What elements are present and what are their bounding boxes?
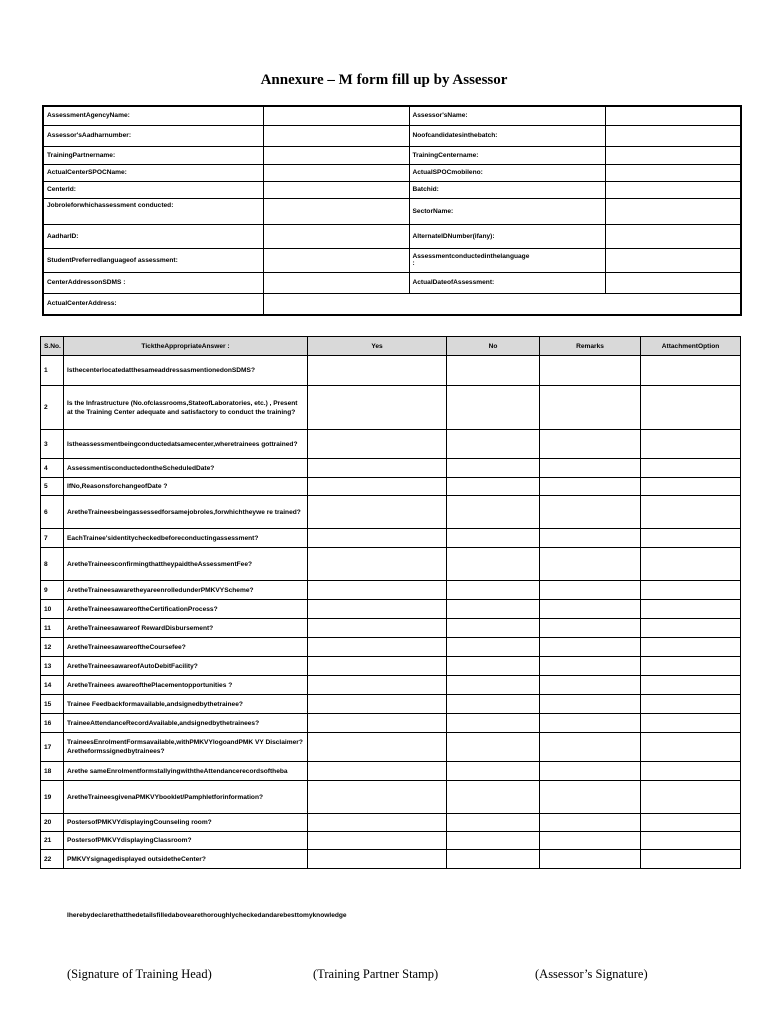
attachment-cell[interactable] xyxy=(641,695,741,714)
row-number: 4 xyxy=(41,459,64,478)
yes-cell[interactable] xyxy=(308,657,447,676)
info-label: Assessor'sAadharnumber: xyxy=(43,125,263,146)
attachment-cell[interactable] xyxy=(641,356,741,386)
remarks-cell[interactable] xyxy=(540,781,641,814)
attachment-cell[interactable] xyxy=(641,714,741,733)
no-cell[interactable] xyxy=(447,619,540,638)
remarks-cell[interactable] xyxy=(540,529,641,548)
row-question: Trainee Feedbackformavailable,andsignedbythetrainee? xyxy=(64,695,308,714)
no-cell[interactable] xyxy=(447,714,540,733)
checklist-row xyxy=(41,638,741,657)
attachment-cell[interactable] xyxy=(641,781,741,814)
row-number: 22 xyxy=(41,850,64,869)
info-value-field[interactable] xyxy=(605,248,741,272)
attachment-cell[interactable] xyxy=(641,676,741,695)
row-number: 5 xyxy=(41,478,64,496)
attachment-cell[interactable] xyxy=(641,619,741,638)
row-question: TraineesEnrolmentFormsavailable,withPMKVYlogoandPMK VY Disclaimer? Aretheformssignedbytrainees? xyxy=(64,733,308,762)
info-value-field[interactable] xyxy=(263,272,409,293)
row-question: AretheTraineesawareoftheCoursefee? xyxy=(64,638,308,657)
no-cell[interactable] xyxy=(447,733,540,762)
remarks-cell[interactable] xyxy=(540,814,641,832)
checklist-row xyxy=(41,657,741,676)
info-row xyxy=(43,198,741,224)
info-label: Jobroleforwhichassessment conducted: xyxy=(43,198,263,224)
info-label: StudentPreferredlanguageof assessment: xyxy=(43,248,263,272)
checklist-table xyxy=(40,336,741,869)
info-row xyxy=(43,181,741,198)
checklist-row xyxy=(41,529,741,548)
row-number: 3 xyxy=(41,430,64,459)
training-head-signature: (Signature of Training Head) xyxy=(67,967,212,981)
header-question: TicktheAppropriateAnswer : xyxy=(64,337,308,356)
info-row xyxy=(43,106,741,125)
attachment-cell[interactable] xyxy=(641,581,741,600)
no-cell[interactable] xyxy=(447,529,540,548)
info-value-field[interactable] xyxy=(605,198,741,224)
remarks-cell[interactable] xyxy=(540,638,641,657)
checklist-row xyxy=(41,581,741,600)
row-number: 16 xyxy=(41,714,64,733)
info-label: Batchid: xyxy=(409,181,605,198)
remarks-cell[interactable] xyxy=(540,478,641,496)
checklist-row xyxy=(41,600,741,619)
row-question: AretheTraineesawareof RewardDisbursement? xyxy=(64,619,308,638)
info-label: CenterId: xyxy=(43,181,263,198)
no-cell[interactable] xyxy=(447,459,540,478)
checklist-row xyxy=(41,548,741,581)
yes-cell[interactable] xyxy=(308,600,447,619)
checklist-row xyxy=(41,850,741,869)
info-value-field[interactable] xyxy=(605,224,741,248)
info-value-field[interactable] xyxy=(263,164,409,181)
row-question: IsthecenterlocatedatthesameaddressasmentionedonSDMS? xyxy=(64,356,308,386)
row-question: AretheTraineesbeingassessedforsamejobroles,forwhichtheywe re trained? xyxy=(64,496,308,529)
remarks-cell[interactable] xyxy=(540,832,641,850)
row-number: 6 xyxy=(41,496,64,529)
attachment-cell[interactable] xyxy=(641,386,741,430)
info-value-field[interactable] xyxy=(605,125,741,146)
attachment-cell[interactable] xyxy=(641,430,741,459)
info-value-field[interactable] xyxy=(263,224,409,248)
checklist-row xyxy=(41,496,741,529)
info-label: ActualDateofAssessment: xyxy=(409,272,605,293)
remarks-cell[interactable] xyxy=(540,600,641,619)
row-number: 8 xyxy=(41,548,64,581)
no-cell[interactable] xyxy=(447,548,540,581)
remarks-cell[interactable] xyxy=(540,695,641,714)
checklist-row xyxy=(41,781,741,814)
info-label: TrainingPartnername: xyxy=(43,146,263,164)
info-row xyxy=(43,272,741,293)
info-label: ActualSPOCmobileno: xyxy=(409,164,605,181)
info-value-field[interactable] xyxy=(263,181,409,198)
row-number: 2 xyxy=(41,386,64,430)
no-cell[interactable] xyxy=(447,638,540,657)
remarks-cell[interactable] xyxy=(540,657,641,676)
no-cell[interactable] xyxy=(447,762,540,781)
row-question: Istheassessmentbeingconductedatsamecenter,wheretrainees gottrained? xyxy=(64,430,308,459)
row-number: 20 xyxy=(41,814,64,832)
yes-cell[interactable] xyxy=(308,496,447,529)
info-label: CenterAddressonSDMS : xyxy=(43,272,263,293)
row-question: AretheTraineesconfirmingthattheypaidtheAssessmentFee? xyxy=(64,548,308,581)
info-label: Assessor'sName: xyxy=(409,106,605,125)
row-number: 21 xyxy=(41,832,64,850)
row-number: 10 xyxy=(41,600,64,619)
info-value-field[interactable] xyxy=(605,272,741,293)
remarks-cell[interactable] xyxy=(540,430,641,459)
checklist-row xyxy=(41,356,741,386)
info-label: AssessmentAgencyName: xyxy=(43,106,263,125)
info-value-field[interactable] xyxy=(605,164,741,181)
info-label: SectorName: xyxy=(409,198,605,224)
info-label: TrainingCentername: xyxy=(409,146,605,164)
header-remarks: Remarks xyxy=(540,337,641,356)
yes-cell[interactable] xyxy=(308,548,447,581)
remarks-cell[interactable] xyxy=(540,581,641,600)
yes-cell[interactable] xyxy=(308,386,447,430)
row-question: PostersofPMKVYdisplayingCounseling room? xyxy=(64,814,308,832)
remarks-cell[interactable] xyxy=(540,762,641,781)
row-question: AretheTraineesawaretheyareenrolledunderPMKVYScheme? xyxy=(64,581,308,600)
remarks-cell[interactable] xyxy=(540,548,641,581)
row-number: 1 xyxy=(41,356,64,386)
yes-cell[interactable] xyxy=(308,581,447,600)
yes-cell[interactable] xyxy=(308,638,447,657)
row-number: 9 xyxy=(41,581,64,600)
checklist-row xyxy=(41,386,741,430)
info-label: Assessmentconductedinthelanguage : xyxy=(409,248,605,272)
row-question: AretheTraineesawareofAutoDebitFacility? xyxy=(64,657,308,676)
row-question: AretheTraineesgivenaPMKVYbooklet/Pamphletforinformation? xyxy=(64,781,308,814)
yes-cell[interactable] xyxy=(308,832,447,850)
remarks-cell[interactable] xyxy=(540,619,641,638)
row-question: PostersofPMKVYdisplayingClassroom? xyxy=(64,832,308,850)
header-sno: S.No. xyxy=(41,337,64,356)
info-row xyxy=(43,164,741,181)
info-row xyxy=(43,224,741,248)
remarks-cell[interactable] xyxy=(540,386,641,430)
row-number: 7 xyxy=(41,529,64,548)
row-number: 19 xyxy=(41,781,64,814)
remarks-cell[interactable] xyxy=(540,459,641,478)
yes-cell[interactable] xyxy=(308,356,447,386)
checklist-row xyxy=(41,733,741,762)
attachment-cell[interactable] xyxy=(641,459,741,478)
attachment-cell[interactable] xyxy=(641,600,741,619)
header-attachment: AttachmentOption xyxy=(641,337,741,356)
yes-cell[interactable] xyxy=(308,714,447,733)
header-no: No xyxy=(447,337,540,356)
attachment-cell[interactable] xyxy=(641,548,741,581)
attachment-cell[interactable] xyxy=(641,850,741,869)
info-value-field[interactable] xyxy=(605,106,741,125)
no-cell[interactable] xyxy=(447,832,540,850)
no-cell[interactable] xyxy=(447,695,540,714)
yes-cell[interactable] xyxy=(308,430,447,459)
yes-cell[interactable] xyxy=(308,619,447,638)
checklist-row xyxy=(41,714,741,733)
header-yes: Yes xyxy=(308,337,447,356)
attachment-cell[interactable] xyxy=(641,733,741,762)
remarks-cell[interactable] xyxy=(540,496,641,529)
no-cell[interactable] xyxy=(447,430,540,459)
declaration-text: Iherebydeclarethatthedetailsfilledabovearethoroughlycheckedandarebesttomyknowledge xyxy=(67,912,347,919)
attachment-cell[interactable] xyxy=(641,814,741,832)
yes-cell[interactable] xyxy=(308,459,447,478)
row-question: PMKVYsignagedisplayed outsidetheCenter? xyxy=(64,850,308,869)
info-label: ActualCenterAddress: xyxy=(43,293,263,315)
row-question: Arethe sameEnrolmentformstallyingwiththeAttendancerecordsoftheba xyxy=(64,762,308,781)
checklist-row xyxy=(41,762,741,781)
checklist-row xyxy=(41,478,741,496)
attachment-cell[interactable] xyxy=(641,832,741,850)
yes-cell[interactable] xyxy=(308,762,447,781)
info-value-field[interactable] xyxy=(605,146,741,164)
no-cell[interactable] xyxy=(447,386,540,430)
yes-cell[interactable] xyxy=(308,733,447,762)
row-question: AretheTraineesawareoftheCertificationProcess? xyxy=(64,600,308,619)
info-value-field[interactable] xyxy=(263,146,409,164)
yes-cell[interactable] xyxy=(308,478,447,496)
remarks-cell[interactable] xyxy=(540,733,641,762)
attachment-cell[interactable] xyxy=(641,657,741,676)
attachment-cell[interactable] xyxy=(641,762,741,781)
actual-address-field[interactable] xyxy=(263,293,741,315)
assessment-info-table xyxy=(42,105,742,316)
no-cell[interactable] xyxy=(447,814,540,832)
info-value-field[interactable] xyxy=(263,198,409,224)
remarks-cell[interactable] xyxy=(540,356,641,386)
row-question: EachTrainee'sidentitycheckedbeforeconductingassessment? xyxy=(64,529,308,548)
no-cell[interactable] xyxy=(447,478,540,496)
attachment-cell[interactable] xyxy=(641,478,741,496)
remarks-cell[interactable] xyxy=(540,714,641,733)
checklist-row xyxy=(41,676,741,695)
form-title: Annexure – M form fill up by Assessor xyxy=(260,72,508,88)
row-question: Is the Infrastructure (No.ofclassrooms,StateofLaboratories, etc.) , Present at the Training Center adequate and satisfactory to conduct the training? xyxy=(64,386,308,430)
yes-cell[interactable] xyxy=(308,781,447,814)
yes-cell[interactable] xyxy=(308,850,447,869)
row-number: 18 xyxy=(41,762,64,781)
no-cell[interactable] xyxy=(447,496,540,529)
yes-cell[interactable] xyxy=(308,529,447,548)
checklist-row xyxy=(41,832,741,850)
checklist-row xyxy=(41,695,741,714)
attachment-cell[interactable] xyxy=(641,529,741,548)
info-value-field[interactable] xyxy=(263,106,409,125)
remarks-cell[interactable] xyxy=(540,850,641,869)
info-row xyxy=(43,125,741,146)
yes-cell[interactable] xyxy=(308,676,447,695)
checklist-row xyxy=(41,814,741,832)
row-question: AssessmentisconductedontheScheduledDate? xyxy=(64,459,308,478)
row-number: 11 xyxy=(41,619,64,638)
attachment-cell[interactable] xyxy=(641,496,741,529)
no-cell[interactable] xyxy=(447,581,540,600)
no-cell[interactable] xyxy=(447,781,540,814)
yes-cell[interactable] xyxy=(308,695,447,714)
info-value-field[interactable] xyxy=(605,181,741,198)
assessor-signature: (Assessor’s Signature) xyxy=(535,967,648,981)
training-partner-stamp: (Training Partner Stamp) xyxy=(313,967,439,981)
checklist-row xyxy=(41,619,741,638)
info-label: AlternateIDNumber(ifany): xyxy=(409,224,605,248)
checklist-row xyxy=(41,459,741,478)
no-cell[interactable] xyxy=(447,600,540,619)
row-number: 13 xyxy=(41,657,64,676)
info-label: AadharID: xyxy=(43,224,263,248)
row-number: 15 xyxy=(41,695,64,714)
info-label: Noofcandidatesinthebatch: xyxy=(409,125,605,146)
no-cell[interactable] xyxy=(447,850,540,869)
remarks-cell[interactable] xyxy=(540,676,641,695)
info-value-field[interactable] xyxy=(263,248,409,272)
row-question: IfNo,ReasonsforchangeofDate ? xyxy=(64,478,308,496)
info-row-address xyxy=(43,293,741,315)
row-question: AretheTrainees awareofthePlacementopportunities ? xyxy=(64,676,308,695)
checklist-header-row xyxy=(41,337,741,356)
attachment-cell[interactable] xyxy=(641,638,741,657)
row-number: 14 xyxy=(41,676,64,695)
info-row xyxy=(43,146,741,164)
no-cell[interactable] xyxy=(447,657,540,676)
no-cell[interactable] xyxy=(447,356,540,386)
row-number: 12 xyxy=(41,638,64,657)
info-label: ActualCenterSPOCName: xyxy=(43,164,263,181)
row-number: 17 xyxy=(41,733,64,762)
row-question: TraineeAttendanceRecordAvailable,andsignedbythetrainees? xyxy=(64,714,308,733)
info-row xyxy=(43,248,741,272)
info-value-field[interactable] xyxy=(263,125,409,146)
yes-cell[interactable] xyxy=(308,814,447,832)
no-cell[interactable] xyxy=(447,676,540,695)
checklist-row xyxy=(41,430,741,459)
